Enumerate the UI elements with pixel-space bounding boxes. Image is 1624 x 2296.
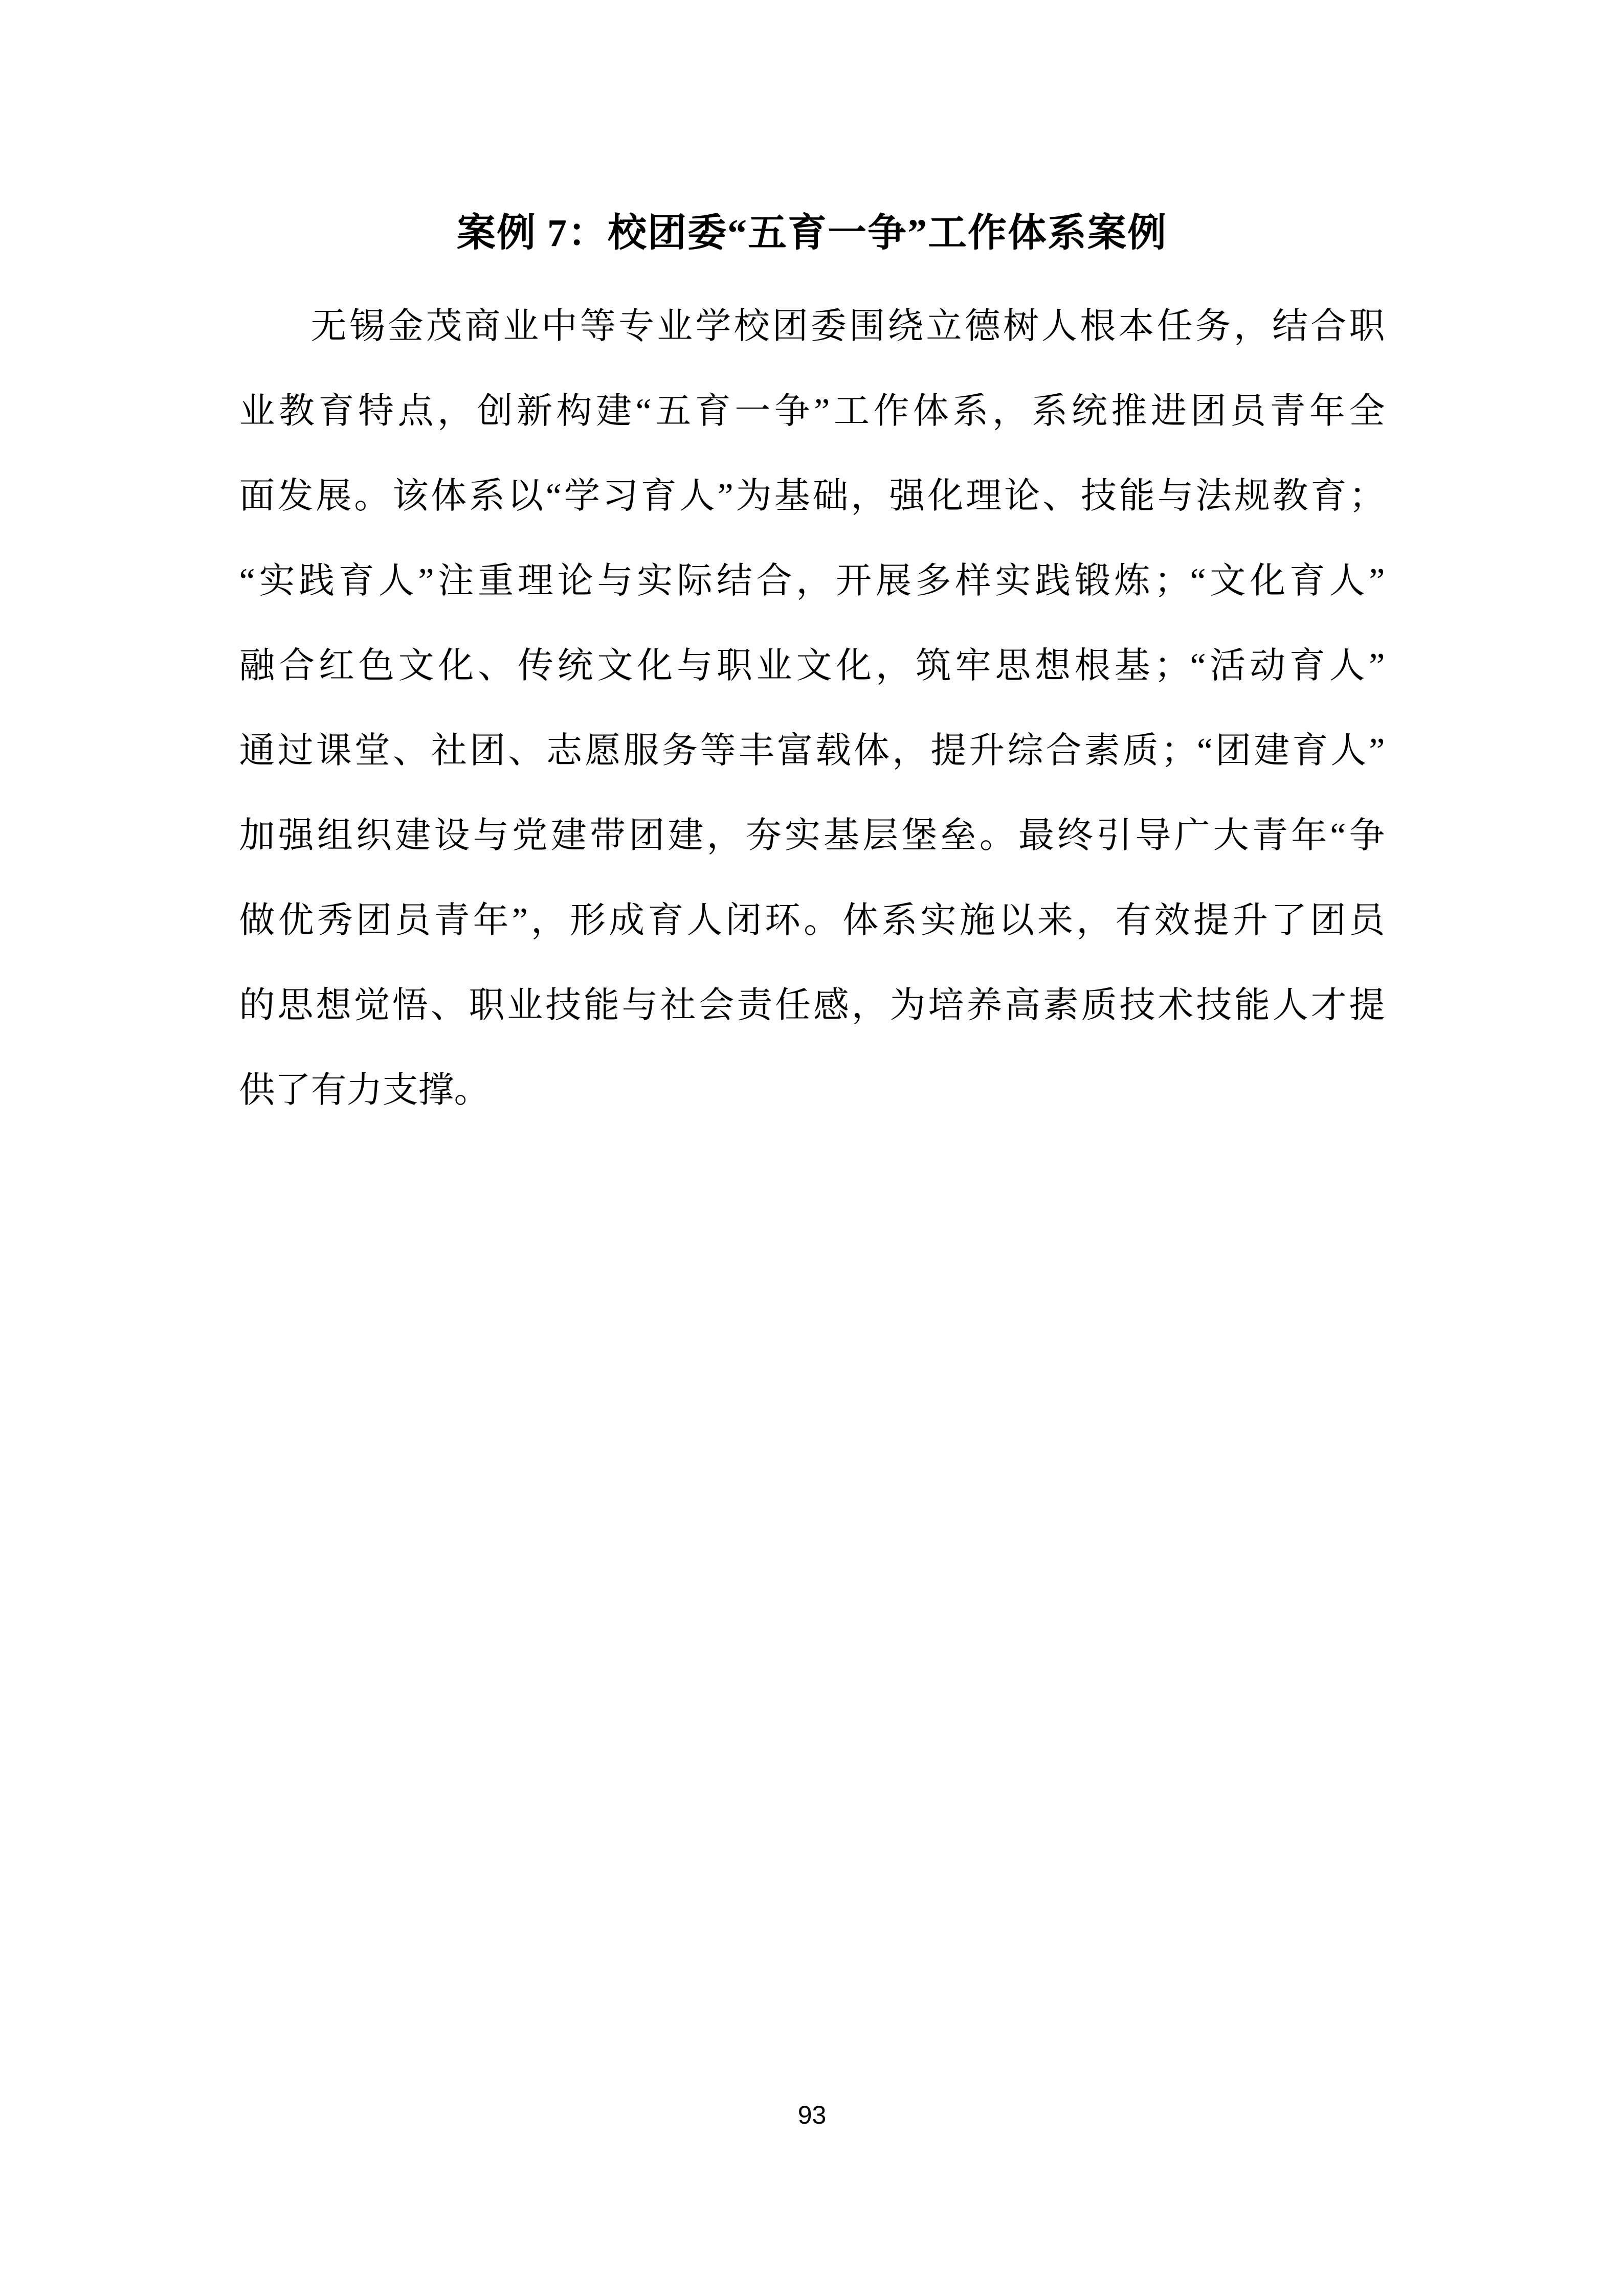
paragraph-line: 通过课堂、社团、志愿服务等丰富载体，提升综合素质；“团建育人” xyxy=(239,731,1385,771)
paragraph-line: 供了有力支撑。 xyxy=(239,1071,490,1110)
paragraph-line: 面发展。该体系以“学习育人”为基础，强化理论、技能与法规教育； xyxy=(239,477,1385,516)
paragraph-line: 业教育特点，创新构建“五育一争”工作体系，系统推进团员青年全 xyxy=(239,392,1385,431)
paragraph-line: 融合红色文化、传统文化与职业文化，筑牢思想根基；“活动育人” xyxy=(239,646,1385,686)
paragraph-line: 做优秀团员青年”，形成育人闭环。体系实施以来，有效提升了团员 xyxy=(239,901,1385,940)
page-number: 93 xyxy=(797,2101,827,2129)
document-title: 案例 7：校团委“五育一争”工作体系案例 xyxy=(457,212,1167,255)
paragraph-line: “实践育人”注重理论与实际结合，开展多样实践锻炼；“文化育人” xyxy=(239,561,1385,601)
paragraph-line: 无锡金茂商业中等专业学校团委围绕立德树人根本任务，结合职 xyxy=(310,307,1385,346)
case-paragraph xyxy=(239,284,1385,1133)
paragraph-line: 加强组织建设与党建带团建，夯实基层堡垒。最终引导广大青年“争 xyxy=(239,816,1385,856)
paragraph-line: 的思想觉悟、职业技能与社会责任感，为培养高素质技术技能人才提 xyxy=(239,986,1385,1025)
